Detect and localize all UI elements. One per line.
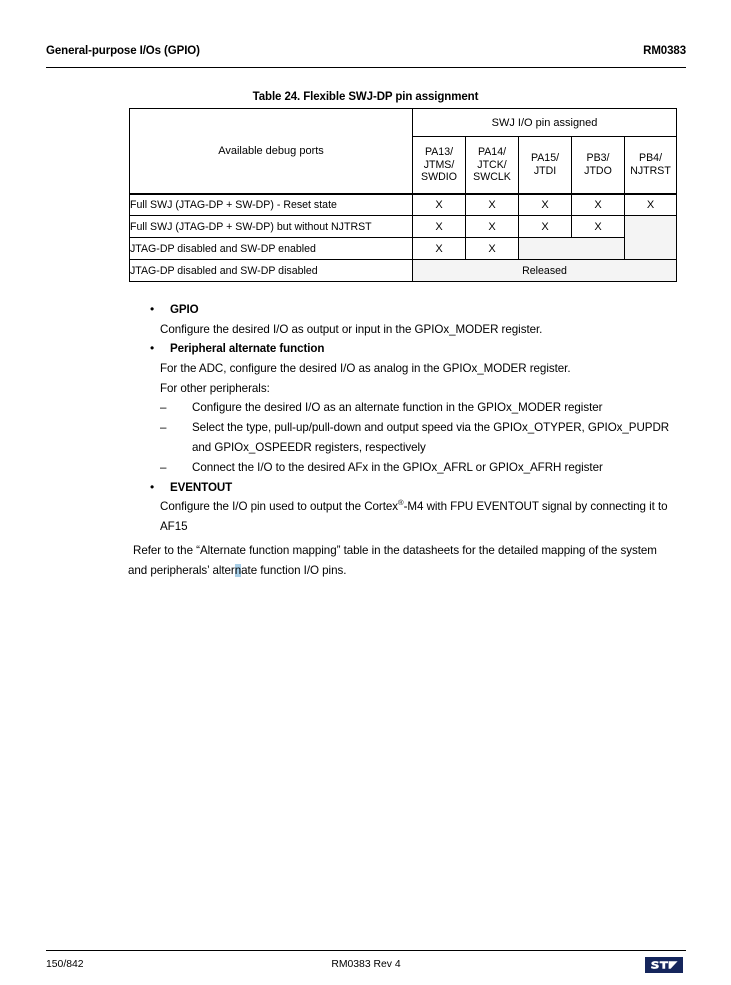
- text-selection-highlight[interactable]: n: [234, 563, 242, 577]
- body-content: [0, 300, 731, 537]
- row-1-cell-1: X: [466, 216, 519, 238]
- table-header-row-group: [130, 109, 677, 137]
- row-1-label: Full SWJ (JTAG-DP + SW-DP) but without NJTRST: [130, 216, 413, 238]
- swj-pin-assignment-table: [129, 108, 677, 282]
- dash-item-connect-afx-text: Connect the I/O to the desired AFx in the GPIOx_AFRL or GPIOx_AFRH register: [192, 460, 603, 474]
- footer-page-number: 150/842: [46, 959, 84, 970]
- footer-divider-rule: [46, 950, 686, 951]
- pin-col-3-line2: JTDO: [584, 164, 612, 177]
- row-0-label: Full SWJ (JTAG-DP + SW-DP) - Reset state: [130, 194, 413, 216]
- row-2-cell-0: X: [413, 238, 466, 260]
- pin-col-2-line2: JTDI: [533, 164, 557, 177]
- table-row: [130, 194, 677, 216]
- bullet-item-gpio: [0, 300, 731, 320]
- pin-col-1-line1: PA14/: [477, 146, 507, 159]
- eventout-text-post: -M4 with FPU EVENTOUT signal by connecting it to AF15: [160, 500, 668, 533]
- pin-col-1-line2: JTCK/: [477, 158, 507, 171]
- pin-col-0-line3: SWDIO: [421, 170, 457, 183]
- table-header-pa13-jtms-swdio: [413, 137, 466, 194]
- table-header-swj-io-pin-assigned: SWJ I/O pin assigned: [413, 109, 677, 137]
- swj-pin-assignment-table-wrapper: [129, 108, 670, 282]
- row-1-cell-0: X: [413, 216, 466, 238]
- dash-icon: –: [160, 421, 167, 435]
- peripheral-other-text: For other peripherals:: [160, 381, 270, 395]
- dash-item-configure-alt-fn: [0, 398, 731, 418]
- bullet-item-peripheral-alt-fn: [0, 339, 731, 359]
- eventout-text-pre: Configure the I/O pin used to output the Cortex: [160, 500, 399, 514]
- peripheral-adc-text: For the ADC, configure the desired I/O as analog in the GPIOx_MODER register.: [160, 361, 571, 375]
- table-row: [130, 238, 677, 260]
- bullet-icon: •: [150, 341, 155, 356]
- bullet-item-peripheral-alt-fn-title: Peripheral alternate function: [170, 342, 325, 356]
- pin-col-2-line1: PA15/: [530, 152, 560, 165]
- row-3-label: JTAG-DP disabled and SW-DP disabled: [130, 260, 413, 282]
- dash-item-select-type: [0, 418, 731, 458]
- table-caption: Table 24. Flexible SWJ-DP pin assignment: [252, 91, 479, 103]
- page-running-header: [46, 45, 686, 57]
- row-0-cell-3: X: [572, 194, 625, 216]
- table-header-pb3-jtdo: [572, 137, 625, 194]
- header-chapter-title: General-purpose I/Os (GPIO): [46, 45, 200, 57]
- bullet-item-eventout-title: EVENTOUT: [170, 480, 233, 494]
- header-document-id: RM0383: [643, 45, 686, 57]
- bullet-icon: •: [150, 479, 155, 494]
- dash-item-select-type-text: Select the type, pull-up/pull-down and output speed via the GPIOx_OTYPER, GPIOx_PUPDR and GPIOx_OSPEEDR registers, respectively: [192, 421, 670, 454]
- row-1-cell-3: X: [572, 216, 625, 238]
- page-footer: [46, 955, 686, 983]
- pin-col-4-line1: PB4/: [639, 152, 663, 165]
- row-2-cell-1: X: [466, 238, 519, 260]
- bullet-icon: •: [150, 302, 155, 316]
- dash-icon: –: [160, 460, 167, 474]
- pin-col-0-line2: JTMS/: [423, 158, 455, 171]
- dash-icon: –: [160, 401, 167, 415]
- table-header-available-debug-ports: Available debug ports: [130, 109, 413, 194]
- st-logo-icon: [642, 951, 686, 979]
- table-row: [130, 260, 677, 282]
- row-1-cell-2: X: [519, 216, 572, 238]
- row-0-cell-2: X: [519, 194, 572, 216]
- table-row: [130, 216, 677, 238]
- pin-col-0-line1: PA13/: [424, 146, 454, 159]
- closing-paragraph: [128, 541, 673, 581]
- table-header-pb4-njtrst: [625, 137, 677, 194]
- table-header-pa14-jtck-swclk: [466, 137, 519, 194]
- bullet-item-eventout-text: [160, 497, 681, 537]
- row-0-cell-0: X: [413, 194, 466, 216]
- pin-col-3-line1: PB3/: [586, 152, 610, 165]
- closing-text-pre: Refer to the “Alternate function mapping” table in the datasheets for the detailed mapping of the system and peripherals’ alter: [128, 544, 657, 577]
- closing-text-post: ate function I/O pins.: [241, 563, 347, 577]
- bullet-item-eventout: [0, 478, 731, 498]
- row-2-label: JTAG-DP disabled and SW-DP enabled: [130, 238, 413, 260]
- dash-item-connect-afx: [0, 458, 731, 478]
- registered-trademark-icon: ®: [398, 498, 404, 508]
- footer-document-revision: RM0383 Rev 4: [331, 959, 401, 970]
- row-0-cell-1: X: [466, 194, 519, 216]
- table-header-pa15-jtdi: [519, 137, 572, 194]
- row-3-released-cell: Released: [413, 260, 677, 282]
- bullet-item-gpio-title: GPIO: [170, 303, 199, 316]
- header-divider-rule: [46, 67, 686, 68]
- bullet-item-gpio-text: Configure the desired I/O as output or input in the GPIOx_MODER register.: [160, 322, 543, 336]
- pin-col-4-line2: NJTRST: [630, 164, 671, 177]
- row-0-cell-4: X: [625, 194, 677, 216]
- pin-col-1-line3: SWCLK: [473, 170, 511, 183]
- dash-item-configure-alt-fn-text: Configure the desired I/O as an alternate function in the GPIOx_MODER register: [192, 401, 603, 415]
- row-2-cells-shaded: [519, 238, 677, 260]
